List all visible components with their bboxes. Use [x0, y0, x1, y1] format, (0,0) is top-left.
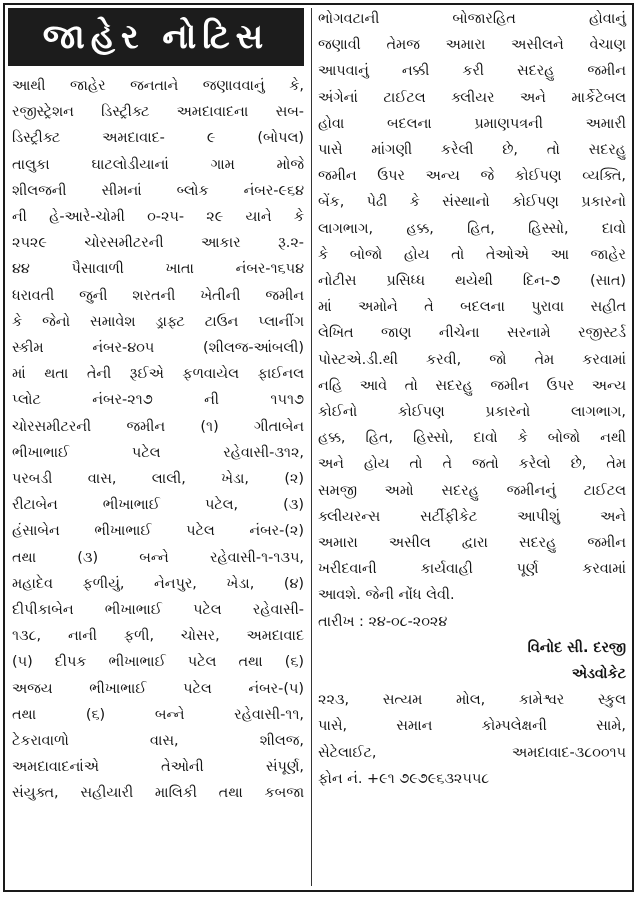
advocate-name: વિનોદ સી. દરજી — [527, 639, 626, 656]
left-line: પ્લોટ નંબર-૨૧૭ ની ૧૫૧૭ — [12, 392, 304, 409]
right-line: સમજી અમો સદરહુ જમીનનું ટાઈટલ — [318, 482, 626, 499]
left-line: હંસાબેન ભીખાભાઈ પટેલ નંબર-(૨) — [12, 523, 304, 540]
right-line: અમારા અસીલ દ્વારા સદરહુ જમીન — [318, 535, 626, 552]
notice-title: જાહેર નોટિસ — [8, 8, 304, 66]
left-line: રીટાબેન ભીખાભાઈ પટેલ, (૩) — [12, 497, 304, 514]
address-line: સેટેલાઈટ, અમદાવાદ-૩૮૦૦૧૫ — [318, 744, 626, 761]
left-line: આથી જાહેર જનતાને જણાવવાનું કે, — [12, 78, 304, 94]
right-line: ભોગવટાની બોજારહિત હોવાનું — [318, 11, 626, 27]
left-line: તાલુકા ઘાટલોડીયાનાં ગામ મોજે — [12, 156, 304, 173]
right-line: લાગભાગ, હક્ક, હિત, હિસ્સો, દાવો — [318, 220, 626, 237]
left-line: ૧૩૮, નાની ફળી, ચોસર, અમદાવાદ — [12, 628, 304, 645]
left-line: મહાદેવ ફળીયું, નેનપુર, ખેડા, (૪) — [12, 575, 304, 592]
left-line: પરબડી વાસ, લાલી, ખેડા, (૨) — [12, 471, 304, 488]
right-line: બેંક, પેઢી કે સંસ્થાનો કોઈપણ પ્રકારનો — [318, 194, 626, 211]
left-line: ડિસ્ટ્રીક્ટ અમદાવાદ- ૯ (બોપલ) — [12, 130, 304, 147]
left-line: રજીસ્ટ્રેશન ડિસ્ટ્રીક્ટ અમદાવાદના સબ- — [12, 104, 304, 121]
left-line: દીપીકાબેન ભીખાભાઈ પટેલ રહેવાસી- — [12, 602, 304, 619]
right-line: માં અમોને તે બદલના પુરાવા સહીત — [318, 299, 626, 316]
left-line: ટેકરાવાળો વાસ, શીલજ, — [12, 733, 304, 750]
left-line: માં થતા તેની રૂઈએ ફળવાયેલ ફાઈનલ — [12, 366, 304, 383]
right-line: હોવા બદલના પ્રમાણપત્રની અમારી — [318, 115, 626, 132]
address-line: ૨૨૩, સત્યમ મોલ, કામેશ્વર સ્કુલ — [318, 692, 626, 709]
right-line: અંગેનાં ટાઈટલ ક્લીયર અને માર્કેટેબલ — [318, 89, 626, 106]
right-line: કોઈનો કોઈપણ પ્રકારનો લાગભાગ, — [318, 404, 626, 421]
notice-right-column — [318, 6, 626, 792]
left-line: સ્કીમ નંબર-૪૦૫ (શીલજ-આંબલી) — [12, 340, 304, 357]
right-line: આવશે. જેની નોંધ લેવી. — [318, 587, 455, 604]
left-line: ની હે-આરે-ચોમી ૦-૨૫- ૨૯ યાને કે — [12, 209, 304, 226]
right-line: કે બોજો હોય તો તેઓએ આ જાહેર — [318, 246, 626, 263]
right-line: આપવાનું નક્કી કરી સદરહુ જમીન — [318, 63, 626, 80]
left-line: ચોરસમીટરની જમીન (૧) ગીતાબેન — [12, 418, 304, 435]
left-line: શીલજની સીમનાં બ્લોક નંબર-૯૬૪ — [12, 182, 304, 199]
advocate-title: એડવોકેટ — [571, 666, 626, 683]
right-line: ક્લીયરન્સ સર્ટીફીકેટ આપીશું અને — [318, 508, 626, 525]
left-line: સંયુક્ત, સહીયારી માલિકી તથા કબજા — [12, 785, 304, 802]
right-line: જણાવી તેમજ અમારા અસીલને વેચાણ — [318, 37, 626, 54]
notice-date: તારીખ : ૨૪-૦૮-૨૦૨૪ — [318, 613, 448, 630]
right-line: લેખિત જાણ નીચેના સરનામે રજીસ્ટર્ડ — [318, 325, 626, 342]
left-line: ૨૫૨૯ ચોરસમીટરની આકાર રૂ.૨- — [12, 235, 304, 252]
right-line: નોટીસ પ્રસિધ્ધ થયેથી દિન-૭ (સાત) — [318, 273, 626, 290]
left-line: અજય ભીખાભાઈ પટેલ નંબર-(૫) — [12, 680, 304, 697]
left-line: ૪૪ પૈસાવાળી ખાતા નંબર-૧૬૫૪ — [12, 261, 304, 278]
column-divider — [311, 8, 312, 886]
right-line: પાસે માંગણી કરેલી છે, તો સદરહુ — [318, 142, 626, 159]
left-line: તથા (૬) બન્ને રહેવાસી-૧૧, — [12, 706, 304, 723]
right-line: જમીન ઉપર અન્ય જે કોઈપણ વ્યક્તિ, — [318, 168, 626, 185]
left-line: અમદાવાદનાંએ તેઓની સંપૂર્ણ, — [12, 759, 304, 776]
phone-number: ફોન નં. +૯૧ ૭૯૭૯૬૩૨૫૫૮ — [318, 770, 490, 787]
right-line: પોસ્ટએ.ડી.થી કરવી, જો તેમ કરવામાં — [318, 351, 626, 368]
left-line: (૫) દીપક ભીખાભાઈ પટેલ તથા (૬) — [12, 654, 304, 671]
left-line: તથા (૩) બન્ને રહેવાસી-૧-૧૩૫, — [12, 549, 304, 566]
right-line: ખરીદવાની કાર્યવાહી પૂર્ણ કરવામાં — [318, 561, 626, 578]
right-line: અને હોય તો તે જતો કરેલો છે, તેમ — [318, 456, 626, 473]
right-line: નહિ આવે તો સદરહુ જમીન ઉપર અન્ય — [318, 377, 626, 394]
left-line: કે જેનો સમાવેશ ડ્રાફ્ટ ટાઉન પ્લાનીંગ — [12, 313, 304, 330]
left-line: ધરાવતી જુની શરતની ખેતીની જમીન — [12, 287, 304, 304]
notice-left-column — [12, 73, 304, 807]
address-line: પાસે, સમાન કોમ્પલેક્ષની સામે, — [318, 718, 626, 735]
right-line: હક્ક, હિત, હિસ્સો, દાવો કે બોજો નથી — [318, 430, 626, 447]
left-line: ભીખાભાઈ પટેલ રહેવાસી-૩૧૨, — [12, 444, 304, 461]
